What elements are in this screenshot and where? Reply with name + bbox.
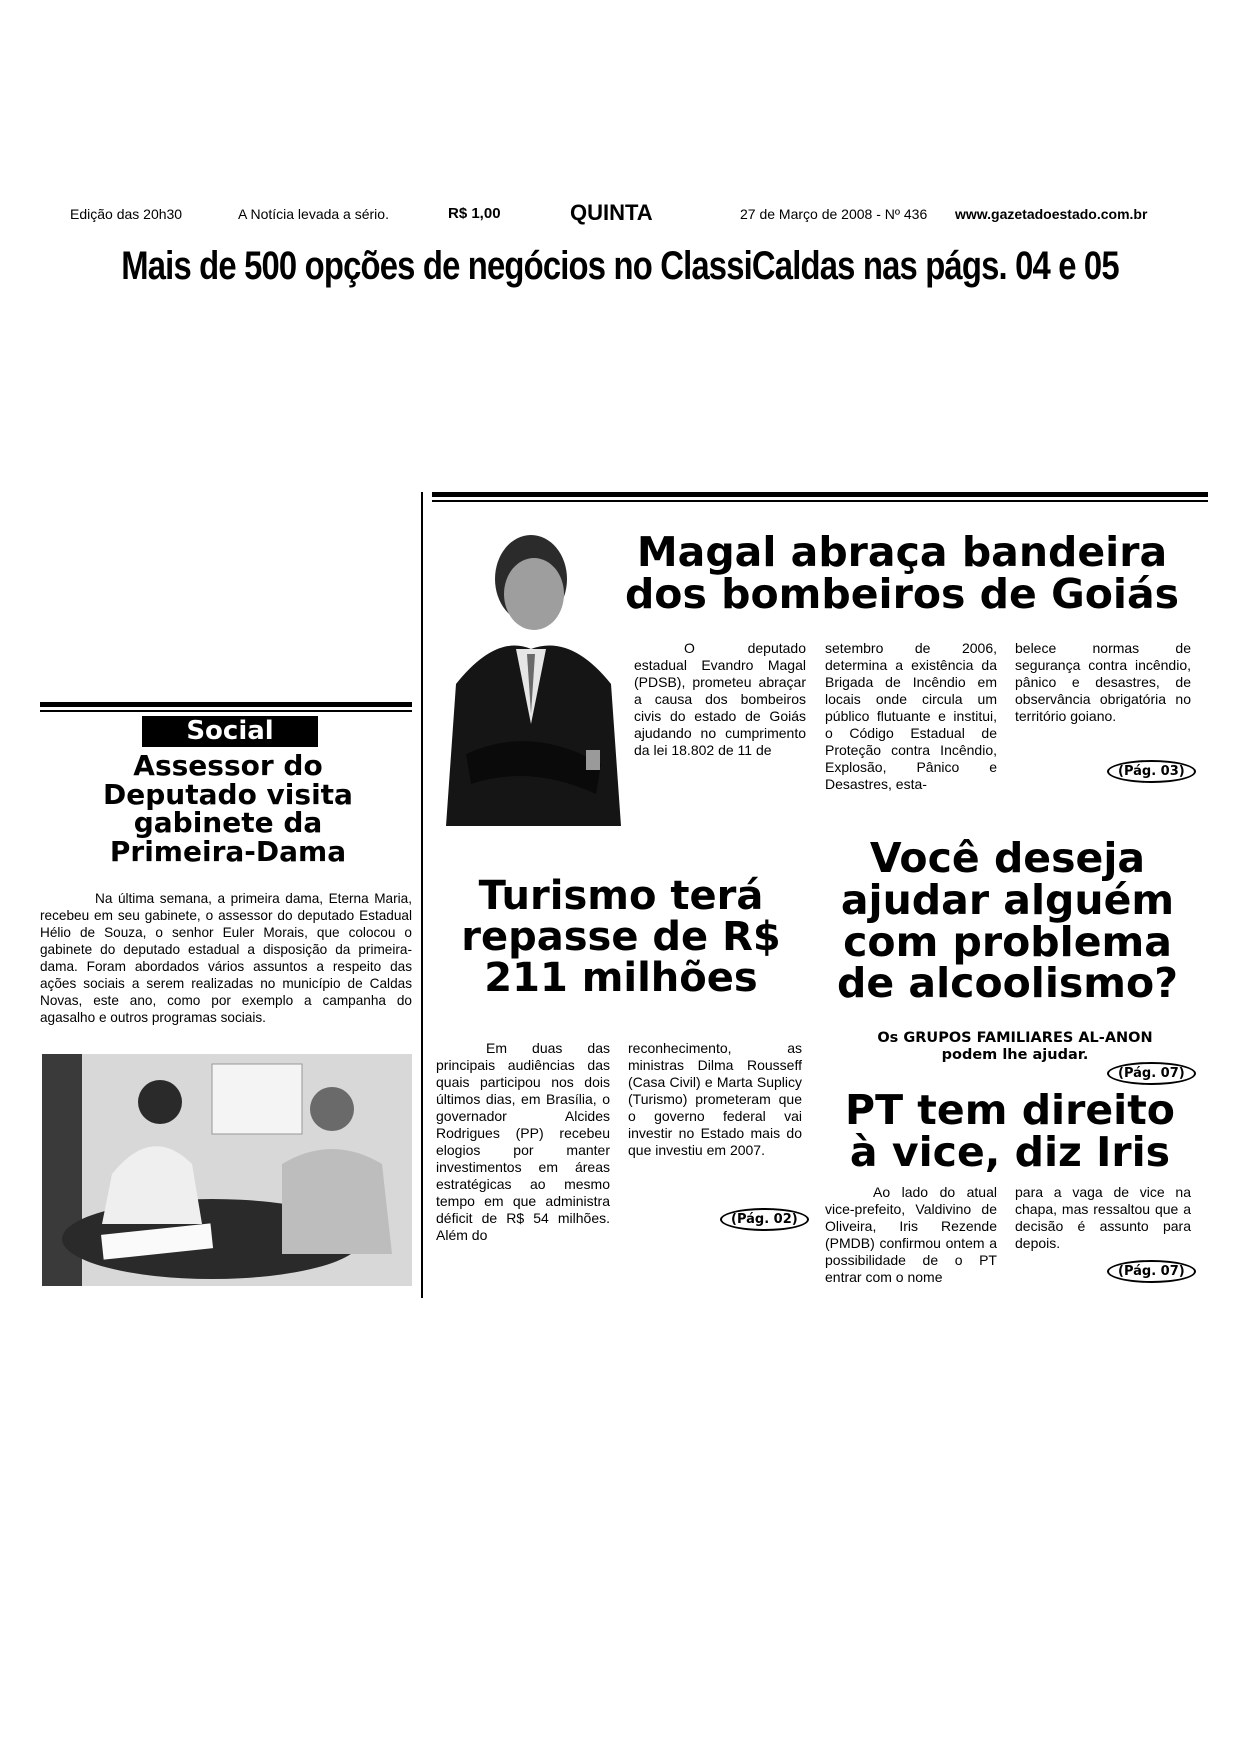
social-headline-line: Deputado visita: [103, 777, 353, 811]
alcoolismo-headline: [815, 834, 1200, 1008]
magal-headline: [612, 528, 1192, 618]
social-body: Na última semana, a primeira dama, Eterna Maria, recebeu em seu gabinete, o assessor do deputado Estadual Hélio de Souza, o senhor Euler Morais, que colocou o gabinete do deputado estadual a disposição da primeira-dama. Foram abordados vários assuntos a respeito das ações sociais a serem realizadas no município de Caldas Novas, este ano, como por exemplo a campanha do agasalho e outros programas sociais.: [40, 891, 412, 1025]
classifieds-banner: Mais de 500 opções de negócios no ClassiCaldas nas págs. 04 e 05: [121, 244, 1119, 288]
social-top-rule-thin: [40, 710, 412, 712]
alcoolismo-page-ref: (Pág. 07): [1107, 1062, 1196, 1085]
portrait-illustration: [436, 524, 626, 826]
alcoolismo-headline-line: de alcoolismo?: [837, 959, 1178, 1008]
turismo-headline-line: Turismo terá: [478, 873, 764, 919]
price: R$ 1,00: [448, 205, 501, 222]
magal-photo: [436, 524, 626, 826]
pt-col-2: para a vaga de vice na chapa, mas ressaltou que a decisão é assunto para depois.: [1015, 1184, 1191, 1251]
turismo-page-ref: (Pág. 02): [720, 1208, 809, 1231]
alcoolismo-subhead-line: podem lhe ajudar.: [941, 1047, 1089, 1063]
pt-page-ref: (Pág. 07): [1107, 1260, 1196, 1283]
pt-headline-line: à vice, diz Iris: [849, 1127, 1171, 1176]
alcoolismo-headline-line: Você deseja: [869, 834, 1146, 882]
turismo-col-2: reconhecimento, as ministras Dilma Rousseff (Casa Civil) e Marta Suplicy (Turismo) prometeram que o governo federal vai investir no Estado mais do que investiu em 2007.: [628, 1040, 802, 1158]
alcoolismo-subhead: [830, 1030, 1200, 1064]
column-divider: [421, 492, 423, 1298]
magal-col-2: setembro de 2006, determina a existência da Brigada de Incêndio em locais onde circula um público flutuante e institui, o Código Estadual de Proteção contra Incêndio, Explosão, Pânico e Desastres, esta-: [825, 640, 997, 792]
social-section-label: Social: [142, 716, 318, 747]
turismo-headline: [436, 873, 806, 1001]
weekday: QUINTA: [570, 200, 653, 225]
turismo-headline-line: 211 milhões: [484, 954, 758, 1001]
website: www.gazetadoestado.com.br: [955, 206, 1148, 222]
edition-time: Edição das 20h30: [70, 206, 183, 222]
slogan: A Notícia levada a sério.: [238, 206, 389, 222]
turismo-col-1: Em duas das principais audiências das quais participou nos dois últimos dias, em Brasília, o governador Alcides Rodrigues (PP) recebeu elogios por manter investimentos em áreas estratégicas ao mesmo tempo em que administra déficit de R$ 54 milhões. Além do: [436, 1040, 610, 1243]
social-headline: [40, 749, 416, 868]
magal-top-rule-thick: [432, 492, 1208, 497]
magal-headline-line: Magal abraça bandeira: [636, 528, 1168, 576]
social-headline-line: gabinete da: [133, 806, 323, 840]
meeting-photo-illustration: [42, 1054, 412, 1286]
pt-headline-line: PT tem direito: [845, 1086, 1175, 1134]
magal-top-rule-thin: [432, 500, 1208, 502]
magal-headline-line: dos bombeiros de Goiás: [624, 569, 1180, 618]
social-headline-line: Primeira-Dama: [109, 834, 347, 868]
pt-headline: [820, 1086, 1200, 1176]
turismo-headline-line: repasse de R$: [461, 913, 781, 960]
alcoolismo-headline-line: com problema: [843, 917, 1172, 966]
magal-col-1: O deputado estadual Evandro Magal (PDSB), prometeu abraçar a causa dos bombeiros civis do estado de Goiás ajudando no cumprimento da lei 18.802 de 11 de: [634, 640, 806, 758]
pt-col-1: Ao lado do atual vice-prefeito, Valdivino de Oliveira, Iris Rezende (PMDB) confirmou ontem a possibilidade de o PT entrar com o nome: [825, 1184, 997, 1285]
social-headline-line: Assessor do: [133, 749, 323, 782]
magal-col-3: belece normas de segurança contra incêndio, pânico e desastres, de observância obrigatória no território goiano.: [1015, 640, 1191, 724]
social-photo: [42, 1054, 412, 1286]
alcoolismo-headline-line: ajudar alguém: [840, 875, 1175, 924]
magal-page-ref: (Pág. 03): [1107, 760, 1196, 783]
alcoolismo-subhead-line: Os GRUPOS FAMILIARES AL-ANON: [877, 1030, 1153, 1046]
social-top-rule-thick: [40, 702, 412, 707]
date-issue: 27 de Março de 2008 - Nº 436: [740, 206, 928, 222]
